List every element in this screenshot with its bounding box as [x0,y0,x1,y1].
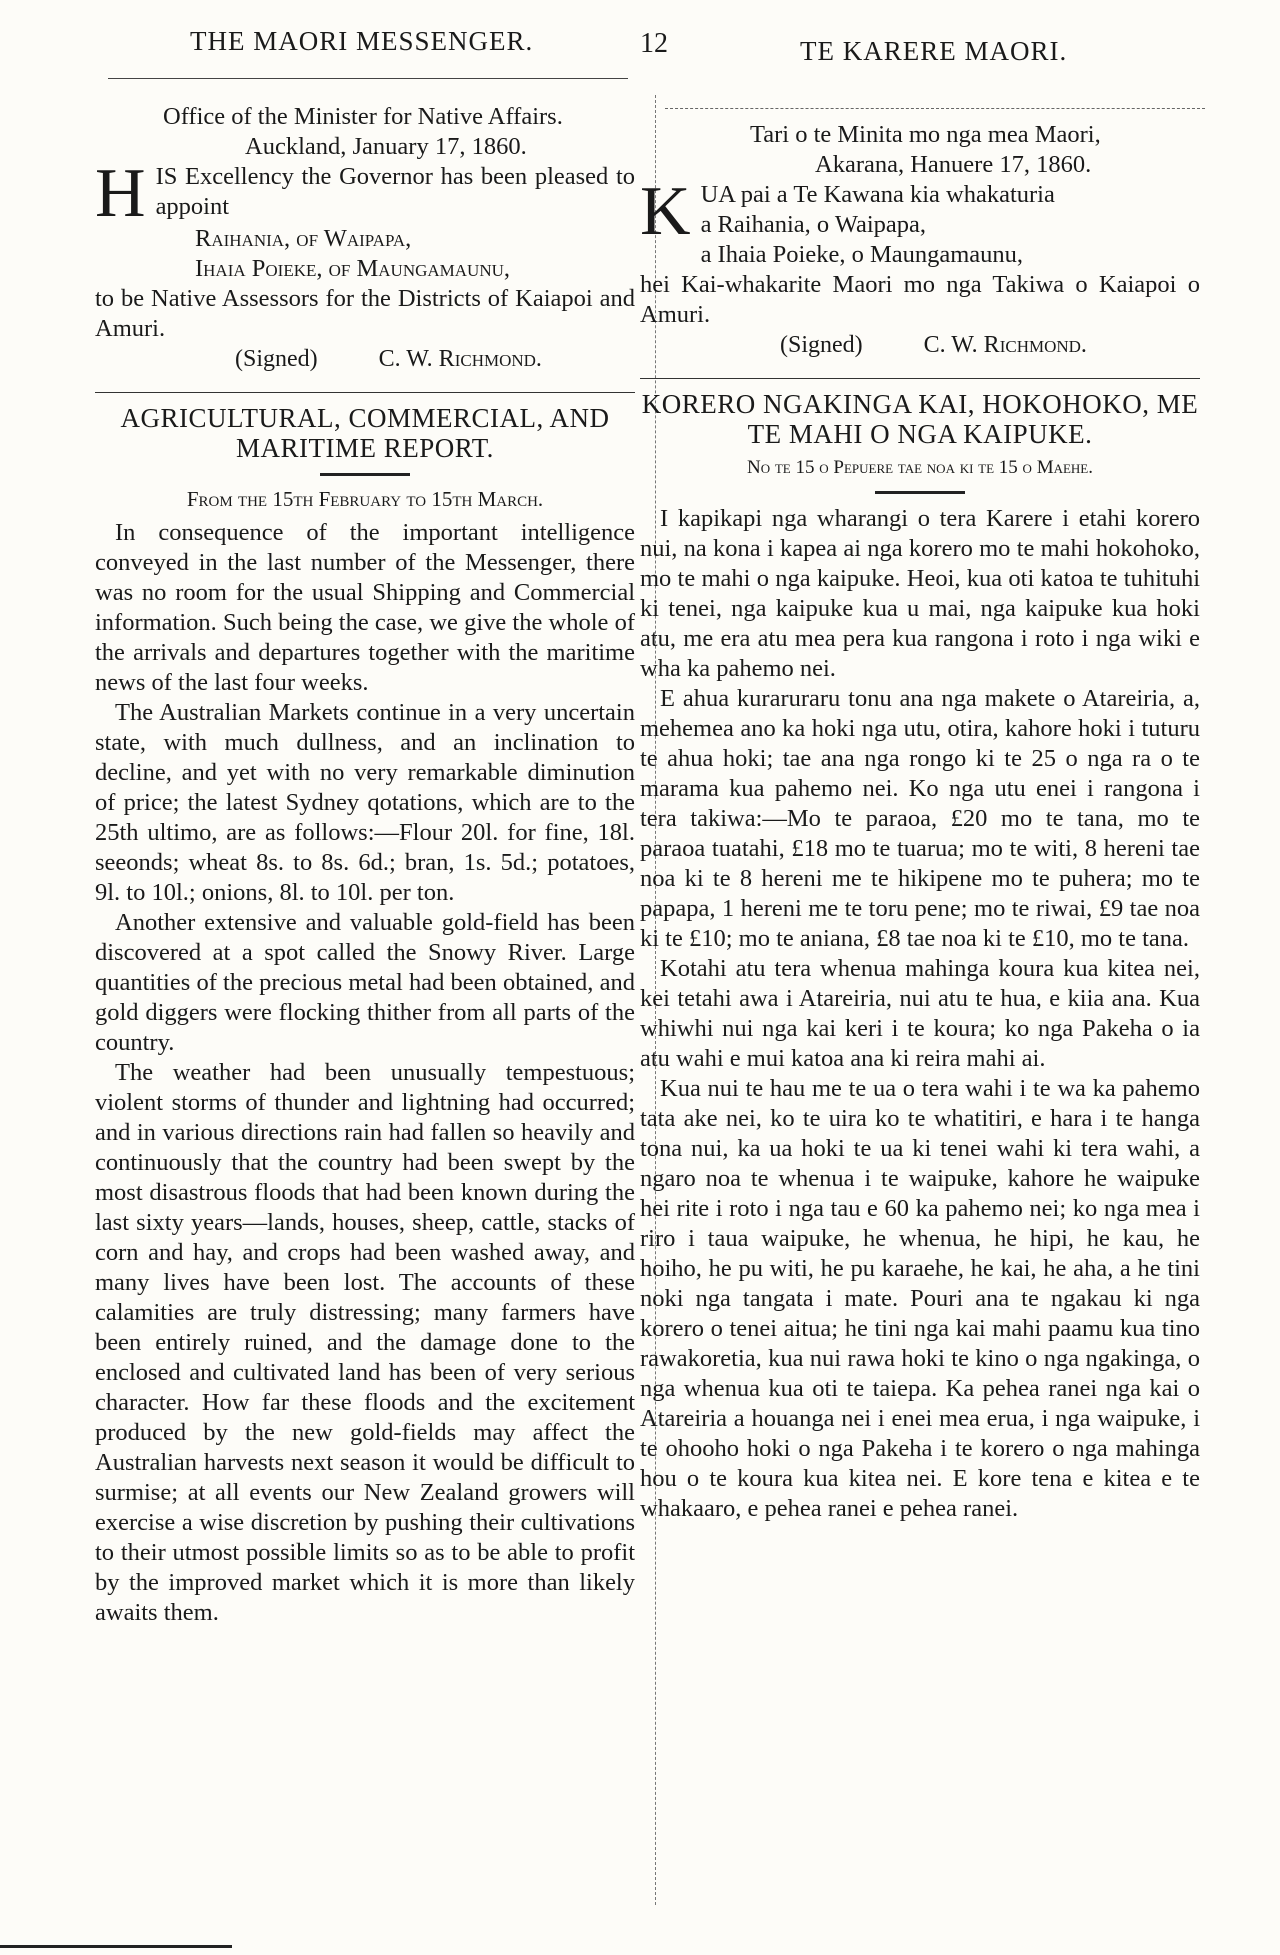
report-subtitle: From the 15th February to 15th March. [186,487,544,511]
report-paragraph-3: Another extensive and valuable gold-field has been discovered at a spot called the Snowy River. Large quantities of the precious metal had been obtained, and gold diggers were flocking thither from all parts of the country. [95,909,635,1056]
notice-office: Office of the Minister for Native Affairs. [163,103,563,130]
english-report [95,403,635,1628]
maori-report-paragraph-2: E ahua kuraruraru tonu ana nga makete o Atareiria, a, mehemea ano ka hoki nga utu, otira, kahore hoki i tuturu te ahua hoki; tae ana nga rongo ki te 25 o nga ra o te marama kua pahemo nei. Ko nga utu enei i rangona i tera takiwa:—Mo te paraoa, £20 mo te tana, mo te paraoa tuatahi, £18 mo te tuarua; mo te witi, 8 hereni tae noa ki te 8 hereni me te hikipene mo te puhera; mo te papapa, 1 hereni me te toru pene; mo te riwai, £9 tae noa ki te £10; mo te aniana, £8 tae noa ki te £10, mo te tana. [640,685,1200,952]
maori-report-paragraph-1: I kapikapi nga wharangi o tera Karere i etahi korero nui, na kona i kapea ai nga korero mo te mahi hokohoko, mo te mahi o nga kaipuke. Heoi, kua oti katoa te tuhituhi ki tenei, nga kaipuke kua u mai, nga kaipuke kua hoki atu, me era atu mea pera kua rangona i roto i nga wiki e wha ka pahemo nei. [640,505,1200,682]
maori-notice-office: Tari o te Minita mo nga mea Maori, [750,121,1101,148]
masthead-maori: TE KARERE MAORI. [800,36,1068,66]
section-rule [95,392,635,393]
page-number: 12 [640,28,668,59]
maori-column [640,80,1200,1524]
maori-title-rule [875,491,965,494]
maori-report-paragraph-3: Kotahi atu tera whenua mahinga koura kua kitea nei, kei tetahi awa i Atareiria, nui atu te hua, e kiia ana. Kua whiwhi nui nga kai keri i te koura; ko nga Pakeha o ia atu wahi e mui katoa ana ki reira mahi ai. [640,955,1200,1072]
notice-dropcap: H [95,162,146,224]
notice-body: to be Native Assessors for the Districts of Kaiapoi and Amuri. [95,285,635,342]
maori-report-title: KORERO NGAKINGA KAI, HOKOHOKO, ME TE MAHI O NGA KAIPUKE. [641,389,1199,449]
notice-signature [95,344,635,374]
maori-notice-intro: UA pai a Te Kawana kia whakaturia [700,181,1055,208]
header-rule-left [108,78,628,79]
maori-notice-date: Akarana, Hanuere 17, 1860. [815,151,1092,178]
maori-notice-name-1: a Raihania, o Waipapa, [700,211,927,238]
report-paragraph-4: The weather had been unusually tempestuous; violent storms of thunder and lightning had occurred; and in various directions rain had fallen so heavily and continuously that the country had been swept by the most disastrous floods that had been known during the last sixty years—lands, houses, sheep, cattle, stacks of corn and hay, and crops had been washed away, and many lives have been lost. The accounts of these calamities are truly distressing; many farmers have been entirely ruined, and the damage done to the enclosed and cultivated land has been of very serious character. How far these floods and the excitement produced by the new gold-fields may affect the Australian harvests next season it would be difficult to surmise; at all events our New Zealand growers will exercise a wise discretion by pushing their cultivations to their utmost possible limits so as to be able to profit by the improved market which it is more than likely awaits them. [95,1059,635,1626]
report-title: AGRICULTURAL, COMMERCIAL, AND MARITIME REPORT. [120,403,610,463]
maori-section-rule [640,378,1200,379]
title-rule [320,473,410,476]
maori-signer-name: C. W. Richmond. [923,332,1087,358]
notice-name-2: Ihaia Poieke, of Maungamaunu, [195,255,511,282]
maori-report [640,389,1200,1524]
english-notice [95,102,635,374]
maori-signed-label: (Signed) [780,332,863,358]
maori-notice-name-2: a Ihaia Poieke, o Maungamaunu, [700,241,1024,268]
english-column [95,80,635,1628]
maori-notice-body: hei Kai-whakarite Maori mo nga Takiwa o Kaiapoi o Amuri. [640,271,1200,328]
notice-intro: IS Excellency the Governor has been pleased to appoint [155,163,635,220]
page-header [100,18,1200,68]
maori-report-paragraph-4: Kua nui te hau me te ua o tera wahi i te wa ka pahemo tata ake nei, ko te uira ko te whatitiri, e hara i te hanga tona nui, ka ua hoki te ua ki tenei wahi ki tera wahi, a ngaro noa te whenua i te waipuke, kahore he waipuke hei rite i roto i nga tau e 60 ka pahemo nei; ko nga mea i riro i taua waipuke, he whenua, he hipi, he kau, he hoiho, he pu witi, he pu karaehe, he kai, he aha, a he tini noki nga tangata i mate. Pouri ana te ngakau ki nga korero o tenei aitua; he tini nga kai mahi paamu kua tino rawakoretia, kua nui rawa hoki te kino o nga ngakinga, o nga whenua kua oti te taiepa. Ka pehea ranei nga kai o Atareiria a houanga nei i enei mea erua, i nga waipuke, i te ohooho hoki o nga Pakeha i te korero o nga mahinga hou o te koura kua kitea nei. E kore tena e kitea e te whakaaro, e pehea ranei e pehea ranei. [640,1075,1200,1522]
report-paragraph-1: In consequence of the important intelligence conveyed in the last number of the Messenger, there was no room for the usual Shipping and Commercial information. Such being the case, we give the whole of the arrivals and departures together with the maritime news of the last four weeks. [95,519,635,696]
maori-report-subtitle: No te 15 o Pepuere tae noa ki te 15 o Maehe. [747,457,1093,478]
notice-date: Auckland, January 17, 1860. [245,133,527,160]
signed-label: (Signed) [235,346,318,372]
footer-rule [0,1945,232,1948]
masthead-english: THE MAORI MESSENGER. [190,26,534,56]
maori-notice-signature [640,330,1200,360]
signer-name: C. W. Richmond. [378,346,542,372]
report-paragraph-2: The Australian Markets continue in a very uncertain state, with much dullness, and an inclination to decline, and yet with no very remarkable diminution of price; the latest Sydney qotations, which are to the 25th ultimo, are as follows:—Flour 20l. for fine, 18l. seeonds; wheat 8s. to 8s. 6d.; bran, 1s. 5d.; potatoes, 9l. to 10l.; onions, 8l. to 10l. per ton. [95,699,635,906]
notice-name-1: Raihania, of Waipapa, [195,225,412,252]
maori-notice-dropcap: K [640,180,691,250]
maori-notice [640,120,1200,360]
